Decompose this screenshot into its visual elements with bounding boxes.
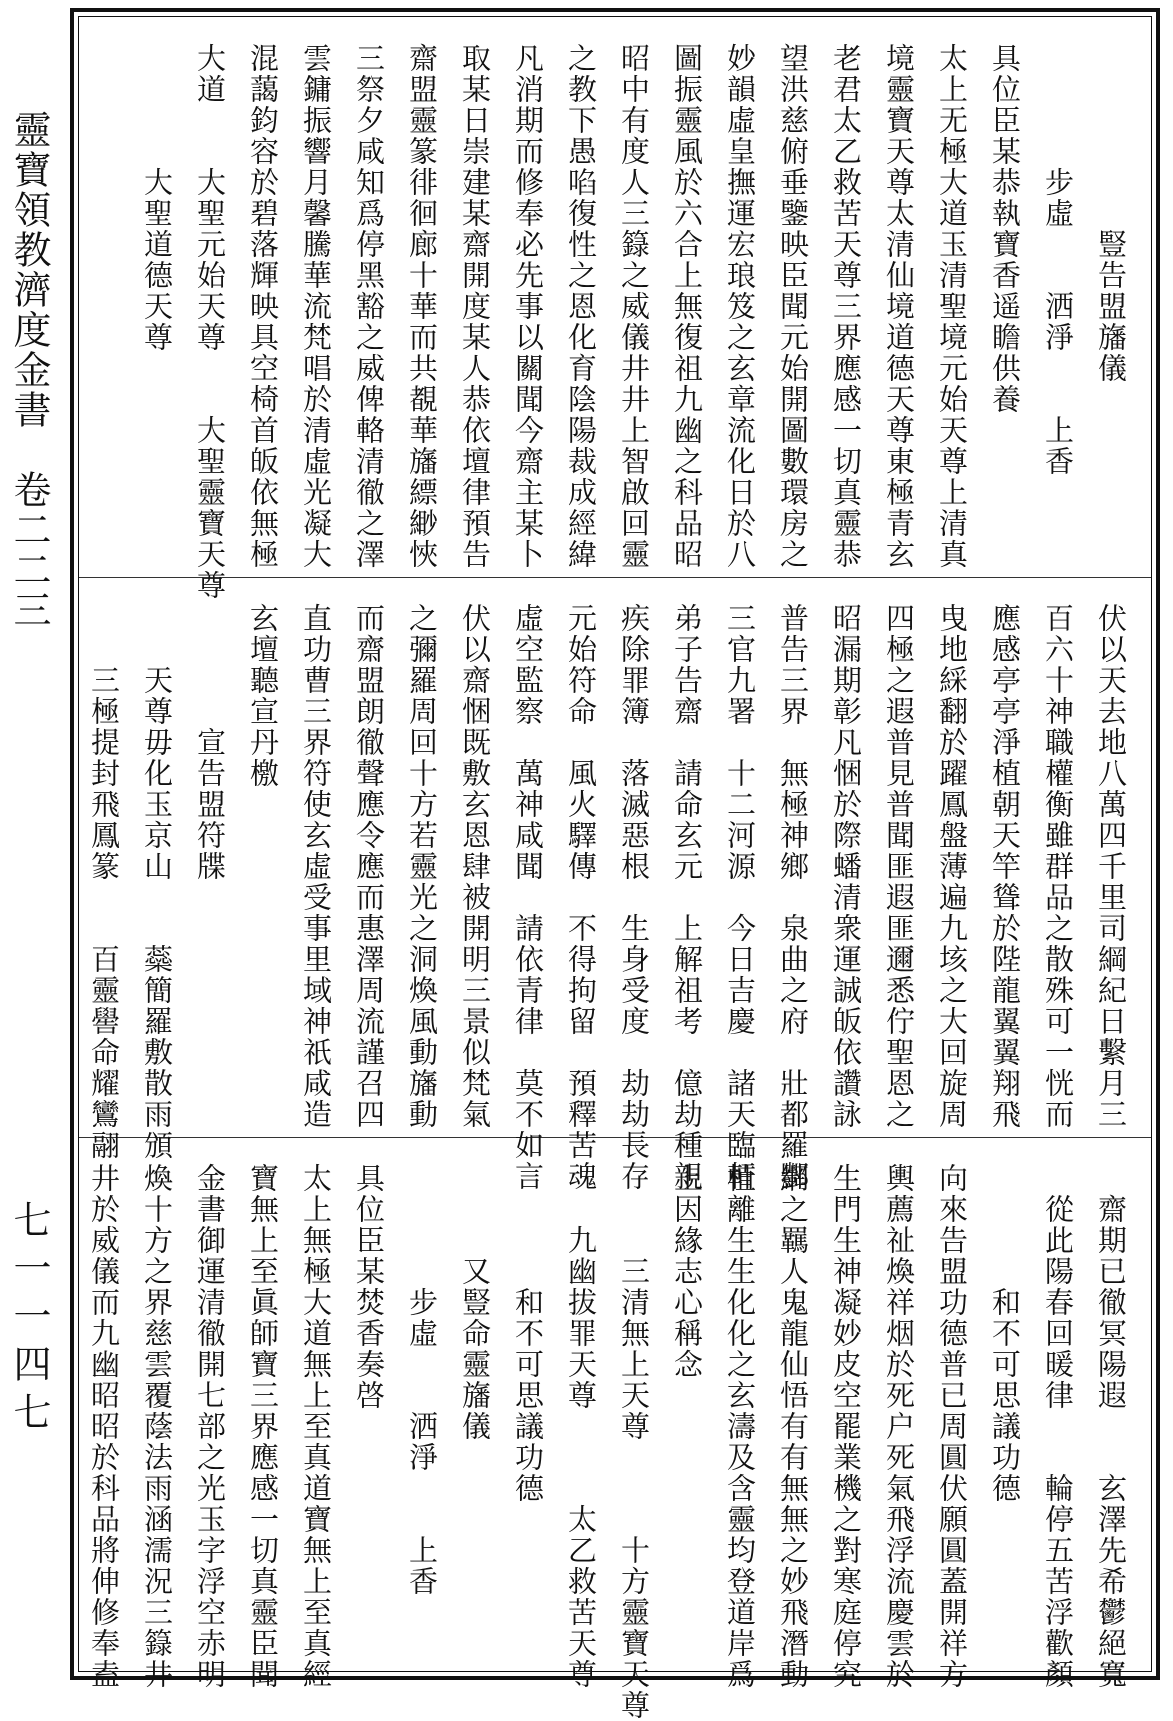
text-column: 豎告盟旛儀 xyxy=(1094,43,1128,384)
text-column: 而齋盟朗徹聲應令應而惠澤周流謹召四 xyxy=(352,603,386,1130)
text-column: 九幽拔罪天尊 太乙救苦天尊 xyxy=(564,1163,598,1690)
text-column: 網之羈人鬼龍仙悟有有無無之妙飛潛動 xyxy=(776,1163,810,1690)
text-column: 昭中有度人三籙之威儀井井上智啟回靈 xyxy=(617,43,651,570)
text-column: 昭漏期彰凡悃於際蟠清衆運誠皈依讚詠 xyxy=(829,603,863,1130)
text-column: 步虛 洒淨 上香 xyxy=(1041,43,1075,477)
text-column: 太上無極大道無上至真道寶無上至真經 xyxy=(299,1163,333,1690)
text-column: 具位臣某恭執寶香遥瞻供養 xyxy=(988,43,1022,415)
text-column: 輿薦祉煥祥烟於死户死氣飛浮流慶雲於 xyxy=(882,1163,916,1690)
text-columns xyxy=(87,603,1137,1192)
text-column: 境靈寶天尊太清仙境道德天尊東極青玄 xyxy=(882,43,916,570)
text-band-top xyxy=(79,17,1151,601)
text-column: 老君太乙救苦天尊三界應感一切真靈恭 xyxy=(829,43,863,570)
text-column: 伏以天去地八萬四千里司綱紀日繫月三 xyxy=(1094,603,1128,1130)
text-band-bottom xyxy=(79,1137,1151,1721)
text-column: 大道 大聖元始天尊 大聖靈寶天尊 xyxy=(193,43,227,601)
text-column: 步虛 洒淨 上香 xyxy=(405,1163,439,1597)
text-column: 雲鏞振響月馨騰華流梵唱於清虛光凝大 xyxy=(299,43,333,570)
text-column: 元始符命 風火驛傳 不得拘留 預釋苦魂 xyxy=(564,603,598,1192)
text-column: 圖振靈風於六合上無復祖九幽之科品昭 xyxy=(670,43,704,570)
text-column: 直功曹三界符使玄虛受事里域神祇咸造 xyxy=(299,603,333,1130)
text-column: 應感亭亭淨植朝天竿聳於陛龍翼翼翔飛 xyxy=(988,603,1022,1130)
text-column: 大聖道德天尊 xyxy=(140,43,174,353)
text-column: 望洪慈俯垂鑒映臣聞元始開圖數環房之 xyxy=(776,43,810,570)
text-column: 三清無上天尊 十方靈寶天尊 xyxy=(617,1163,651,1721)
text-column: 三極提封飛鳳篆 百靈嚳命耀鸞翮 xyxy=(87,603,121,1161)
text-column: 宣告盟符牒 xyxy=(193,603,227,882)
text-column: 之彌羅周回十方若靈光之洞煥風動旛動 xyxy=(405,603,439,1130)
text-column: 齋期已徹冥陽遐 玄澤先希鬱絕寬 xyxy=(1094,1163,1128,1690)
text-column: 之教下愚啗復性之恩化育陰陽裁成經緯 xyxy=(564,43,598,570)
text-column: 伏以齋悃既敷玄恩肆被開明三景似梵氣 xyxy=(458,603,492,1130)
text-column: 金書御運清徹開七部之光玉字浮空赤明 xyxy=(193,1163,227,1690)
text-column: 疾除罪簿 落滅惡根 生身受度 劫劫長存 xyxy=(617,603,651,1192)
text-column: 又豎命靈旛儀 xyxy=(458,1163,492,1442)
text-column: 具位臣某焚香奏啓 xyxy=(352,1163,386,1411)
text-column: 百六十神職權衡雖群品之散殊可一恍而 xyxy=(1041,603,1075,1130)
text-column: 生門生神凝妙皮空罷業機之對寒庭停究 xyxy=(829,1163,863,1690)
text-column: 和不可思議功德 xyxy=(988,1163,1022,1504)
page-number: 七一一四七 xyxy=(7,1200,51,1440)
text-column: 凡消期而修奉必先事以關聞今齋主某卜 xyxy=(511,43,545,570)
book-title: 靈寶領教濟度金書 卷二二三 xyxy=(7,110,51,630)
text-column: 四極之遐普見普聞匪遐匪邇悉佇聖恩之 xyxy=(882,603,916,1130)
text-column: 弟子告齋 請命玄元 上解祖考 億劫種親 xyxy=(670,603,704,1192)
text-column: 曳地綵翻於躍鳳盤薄遍九垓之大回旋周 xyxy=(935,603,969,1130)
text-column: 三祭夕咸知爲停黑豁之威俾輅清徹之澤 xyxy=(352,43,386,570)
text-column: 太上无極大道玉清聖境元始天尊上清真 xyxy=(935,43,969,570)
page-frame-inner xyxy=(78,16,1152,1721)
text-columns xyxy=(87,1163,1137,1721)
page-frame xyxy=(70,8,1160,1721)
text-column: 玄壇聽宣丹檄 xyxy=(246,603,280,789)
text-column: 植離生生化化之玄濤及含靈均登道岸爲 xyxy=(723,1163,757,1690)
text-column: 三官九署 十二河源 今日吉慶 諸天臨軒 xyxy=(723,603,757,1192)
text-column: 上因緣志心稱念 xyxy=(670,1163,704,1380)
text-column: 齋盟靈篆徘徊廊十華而共覩華旛縹緲悏 xyxy=(405,43,439,570)
text-column: 和不可思議功德 xyxy=(511,1163,545,1504)
text-column: 天尊毋化玉京山 蘂簡羅敷散雨頒 xyxy=(140,603,174,1161)
text-column: 普告三界 無極神鄉 泉曲之府 壯都羅酆 xyxy=(776,603,810,1192)
text-column: 從此陽春回暖律 輪停五苦浮歡顏 xyxy=(1041,1163,1075,1690)
text-column: 混藹鈞容於碧落輝映具空椅首皈依無極 xyxy=(246,43,280,570)
text-column: 寶無上至眞師寶三界應感一切真靈臣聞 xyxy=(246,1163,280,1690)
text-column: 虛空監察 萬神咸聞 請依青律 莫不如言 xyxy=(511,603,545,1192)
text-column: 妙韻虛皇撫運宏琅笈之玄章流化日於八 xyxy=(723,43,757,570)
text-columns xyxy=(93,43,1137,601)
text-column: 煥十方之界慈雲覆蔭法雨涵濡況三籙井 xyxy=(140,1163,174,1690)
text-column: 井於威儀而九幽昭昭於科品將伸修奉盍 xyxy=(87,1163,121,1690)
text-column: 向來告盟功德普已周圓伏願圓蓋開祥方 xyxy=(935,1163,969,1690)
text-column: 取某日崇建某齋開度某人恭依壇律預告 xyxy=(458,43,492,570)
text-band-middle xyxy=(79,577,1151,1192)
